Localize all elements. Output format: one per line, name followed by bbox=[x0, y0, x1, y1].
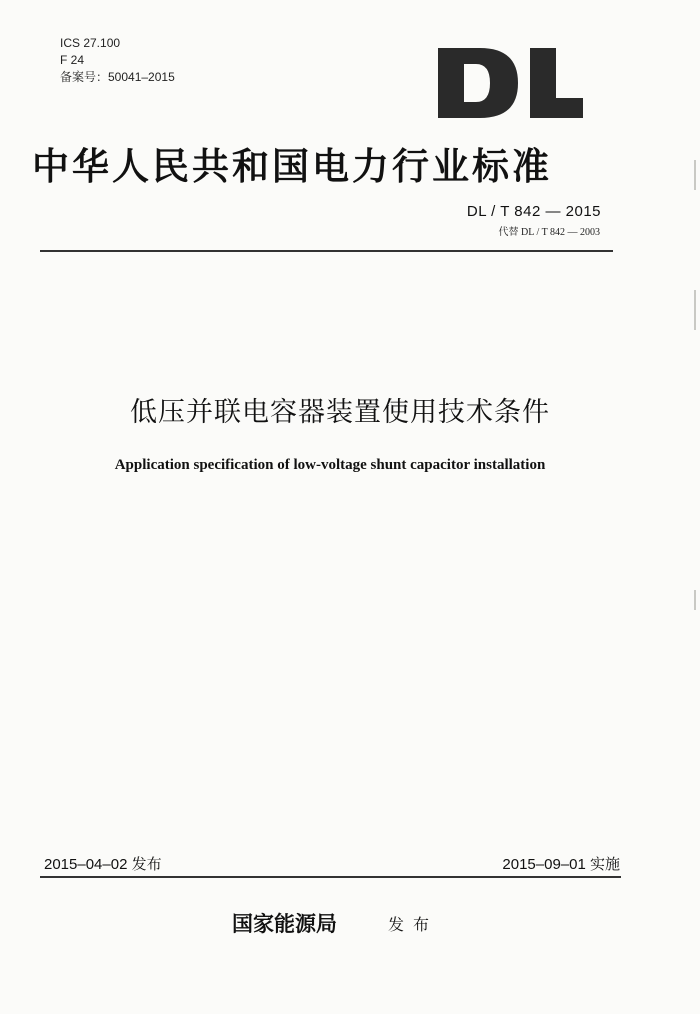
header-divider bbox=[40, 250, 613, 252]
standard-number: DL / T 842 — 2015 bbox=[466, 203, 601, 220]
ccs-code: F 24 bbox=[60, 53, 85, 67]
scan-artifact bbox=[694, 290, 696, 330]
effective-date: 2015–09–01 实施 bbox=[502, 856, 620, 873]
footer-divider bbox=[40, 876, 621, 878]
document-title-chinese: 低压并联电容器装置使用技术条件 bbox=[130, 397, 550, 428]
scan-artifact bbox=[694, 590, 696, 610]
classification-block bbox=[60, 35, 175, 86]
issue-date: 2015–04–02 发布 bbox=[44, 856, 162, 873]
record-number: 备案号：50041–2015 bbox=[60, 70, 175, 84]
document-title-english: Application specification of low-voltage shunt capacitor installation bbox=[114, 457, 546, 473]
ics-code: ICS 27.100 bbox=[60, 36, 121, 50]
scan-artifact bbox=[694, 160, 696, 190]
logo-letter-d bbox=[438, 48, 518, 118]
logo-letter-l bbox=[530, 48, 583, 118]
dl-logo bbox=[438, 48, 583, 118]
publish-label: 发布 bbox=[388, 915, 439, 934]
replaces-standard: 代替 DL / T 842 — 2003 bbox=[498, 227, 600, 238]
publisher-name: 国家能源局 bbox=[232, 911, 337, 936]
standard-title: 中华人民共和国电力行业标准 bbox=[32, 144, 552, 188]
